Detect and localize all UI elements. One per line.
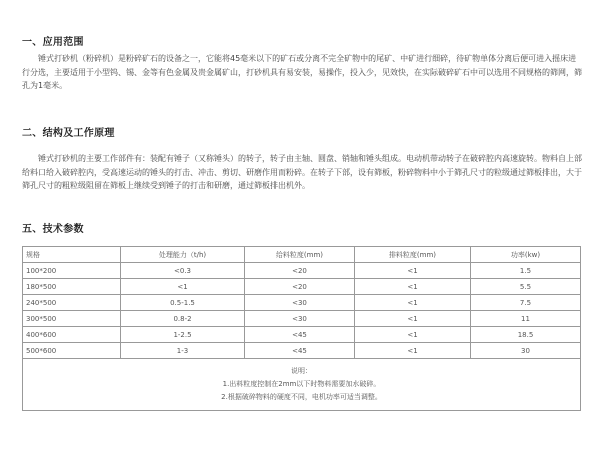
cell-power: 5.5 [471,279,581,295]
cell-feed-size: <20 [245,279,355,295]
cell-feed-size: <30 [245,295,355,311]
header-capacity: 处理能力（t/h) [121,247,245,263]
cell-power: 30 [471,343,581,359]
section-title-structure: 二、结构及工作原理 [22,128,115,139]
cell-discharge-size: <1 [355,263,471,279]
section-title-application: 一、应用范围 [22,37,84,48]
cell-capacity: <1 [121,279,245,295]
cell-model: 180*500 [23,279,121,295]
cell-power: 11 [471,311,581,327]
section-title-parameters: 五、技术参数 [22,224,84,235]
cell-feed-size: <30 [245,311,355,327]
table-row [23,311,581,327]
structure-paragraph: 锤式打砂机的主要工作部件有：装配有锤子（又称锤头）的转子，转子由主轴、圆盘、销轴和锤头组成。电动机带动转子在破碎腔内高速旋转。物料自上部给料口给入破碎腔内，受高速运动的锤头的打击、冲击、剪切、研磨作用而粉碎。在转子下部，设有筛板，粉碎物料中小于筛孔尺寸的粒级通过筛板排出，大于筛孔尺寸的粗粒级阻留在筛板上继续受到锤子的打击和研磨，通过筛板排出机外。 [22,154,582,190]
cell-model: 500*600 [23,343,121,359]
cell-discharge-size: <1 [355,295,471,311]
cell-model: 300*500 [23,311,121,327]
table-header-row [23,247,581,263]
cell-capacity: 0.5-1.5 [121,295,245,311]
cell-capacity: 0.8-2 [121,311,245,327]
notes-title: 说明： [291,367,312,375]
cell-feed-size: <45 [245,343,355,359]
cell-feed-size: <20 [245,263,355,279]
cell-model: 400*600 [23,327,121,343]
header-model: 规格 [23,247,121,263]
cell-power: 1.5 [471,263,581,279]
header-discharge-size: 排料粒度(mm) [355,247,471,263]
table-row [23,343,581,359]
cell-capacity: 1-2.5 [121,327,245,343]
table-row [23,263,581,279]
cell-model: 240*500 [23,295,121,311]
header-feed-size: 给料粒度(mm) [245,247,355,263]
table-row [23,295,581,311]
note-item: 1.出料粒度控制在2mm以下时物料需要加水破碎。 [222,380,381,388]
technical-parameters-table [22,246,581,411]
cell-discharge-size: <1 [355,311,471,327]
cell-discharge-size: <1 [355,279,471,295]
cell-discharge-size: <1 [355,327,471,343]
notes-cell [23,359,581,411]
cell-power: 7.5 [471,295,581,311]
application-paragraph: 锤式打砂机（粉碎机）是粉碎矿石的设备之一，它能将45毫米以下的矿石或分离不完全矿物中的尾矿、中矿进行细碎，待矿物单体分离后便可进入摇床进行分选，主要适用于小型钨、锡、金等有色金属及贵金属矿山，打砂机具有易安装，易操作，投入少，见效快，在实际破碎矿石中可以选用不同规格的筛网，筛孔为1毫米。 [22,54,582,90]
cell-model: 100*200 [23,263,121,279]
cell-capacity: <0.3 [121,263,245,279]
header-power: 功率(kw) [471,247,581,263]
cell-feed-size: <45 [245,327,355,343]
table-row [23,279,581,295]
cell-discharge-size: <1 [355,343,471,359]
table-row [23,327,581,343]
table-notes-row [23,359,581,411]
cell-capacity: 1-3 [121,343,245,359]
cell-power: 18.5 [471,327,581,343]
note-item: 2.根据破碎物料的硬度不同，电机功率可适当调整。 [221,393,382,401]
